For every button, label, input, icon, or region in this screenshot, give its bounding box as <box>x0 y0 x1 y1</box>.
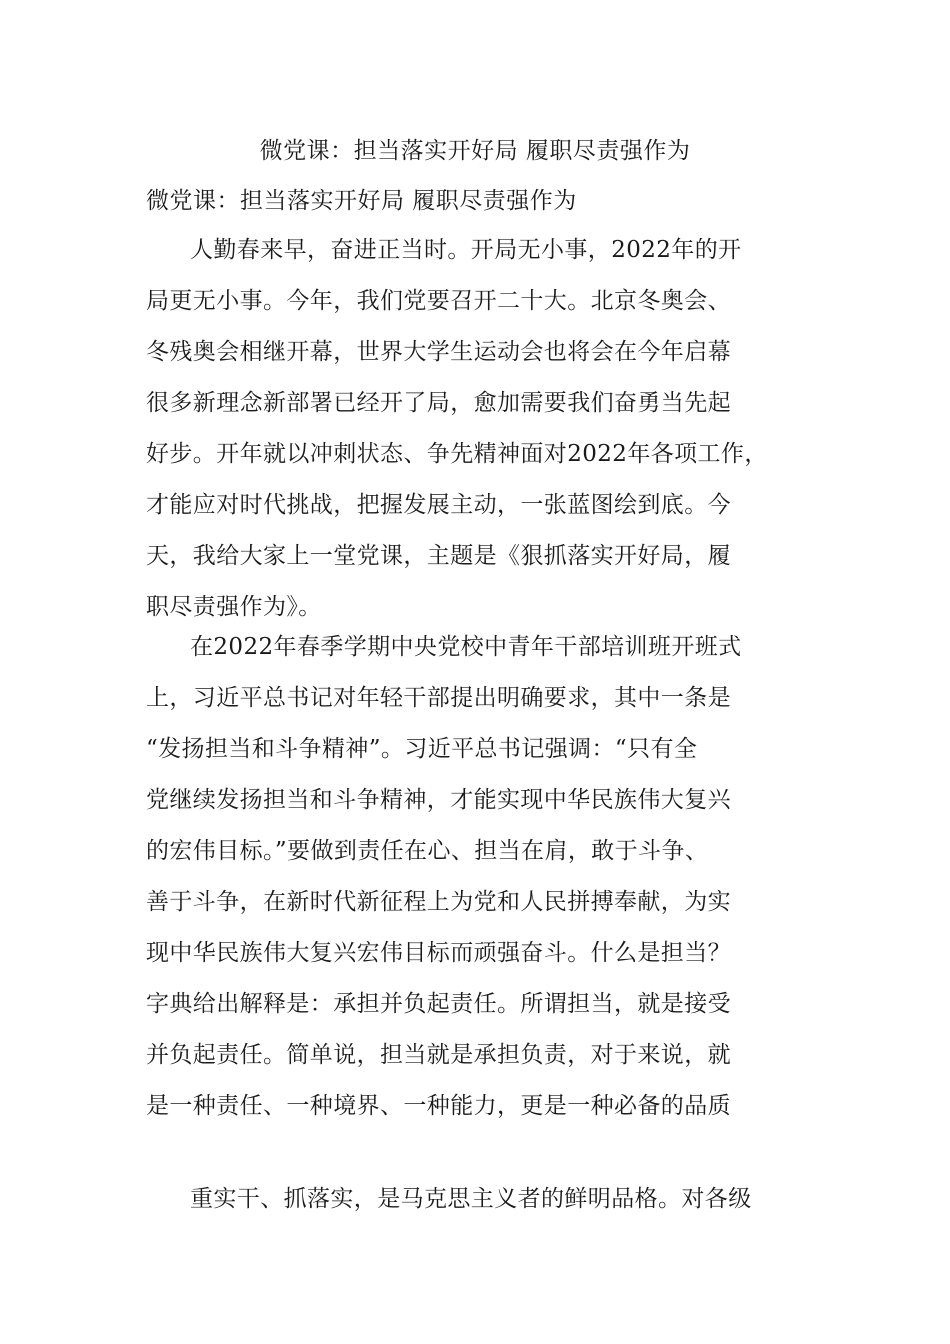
paragraph-line: 重实干、抓落实，是马克思主义者的鲜明品格。对各级 <box>190 1186 752 1212</box>
paragraph-line: 局更无小事。今年，我们党要召开二十大。北京冬奥会、 <box>146 288 731 314</box>
paragraph-line: 职尽责强作为》。 <box>146 594 322 620</box>
paragraph-line: 字典给出解释是：承担并负起责任。所谓担当，就是接受 <box>146 991 731 1017</box>
paragraph-line: 并负起责任。简单说，担当就是承担负责，对于来说，就 <box>146 1042 731 1068</box>
paragraph-line: 在2022年春季学期中央党校中青年干部培训班开班式 <box>190 634 742 660</box>
paragraph-line: 上，习近平总书记对年轻干部提出明确要求，其中一条是 <box>146 685 731 711</box>
paragraph-line: 党继续发扬担当和斗争精神，才能实现中华民族伟大复兴 <box>146 787 731 813</box>
paragraph-line: 很多新理念新部署已经开了局，愈加需要我们奋勇当先起 <box>146 390 731 416</box>
paragraph-line: 天，我给大家上一堂党课，主题是《狠抓落实开好局，履 <box>146 543 731 569</box>
paragraph-line: 的宏伟目标。”要做到责任在心、担当在肩，敢于斗争、 <box>146 838 709 864</box>
paragraph-line: 冬残奥会相继开幕，世界大学生运动会也将会在今年启幕 <box>146 339 731 365</box>
paragraph-2 <box>146 622 826 1132</box>
paragraph-line: 善于斗争，在新时代新征程上为党和人民拼搏奉献，为实 <box>146 889 731 915</box>
paragraph-3 <box>146 1174 826 1225</box>
paragraph-1 <box>146 225 826 633</box>
paragraph-line: “发扬担当和斗争精神”。习近平总书记强调：“只有全 <box>146 736 698 762</box>
paragraph-line: 好步。开年就以冲刺状态、争先精神面对2022年各项工作， <box>146 441 768 467</box>
paragraph-line: 是一种责任、一种境界、一种能力，更是一种必备的品质 <box>146 1093 731 1119</box>
document-title-left: 微党课：担当落实开好局 履职尽责强作为 <box>146 188 577 214</box>
document-title-centered: 微党课：担当落实开好局 履职尽责强作为 <box>259 138 691 164</box>
paragraph-line: 才能应对时代挑战，把握发展主动，一张蓝图绘到底。今 <box>146 492 731 518</box>
paragraph-line: 现中华民族伟大复兴宏伟目标而顽强奋斗。什么是担当？ <box>146 940 731 966</box>
paragraph-line: 人勤春来早，奋进正当时。开局无小事，2022年的开 <box>190 237 742 263</box>
